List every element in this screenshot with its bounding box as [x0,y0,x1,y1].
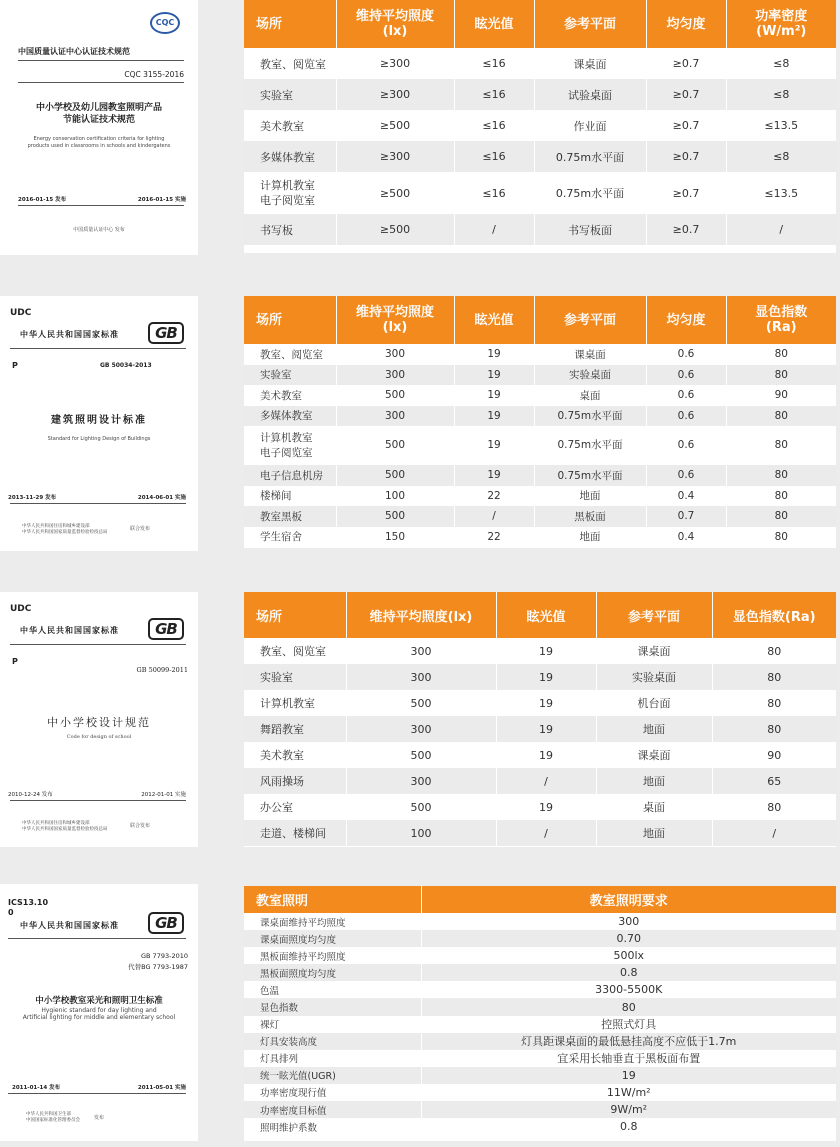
table-header-cell: 功率密度 (W/m²) [726,0,836,48]
cover-title-en: Code for design of school [66,734,132,740]
cover-issue-date: 2016-01-15 发布 [18,197,67,203]
table-cell: 宜采用长轴垂直于黑板面布置 [421,1050,836,1067]
table-header-cell: 眩光值 [454,0,534,48]
gb50034-lighting-table [244,296,836,547]
table-cell: 300 [346,716,496,742]
cover-p: P [12,657,18,666]
table-cell: 舞蹈教室 [244,716,346,742]
cover-p: P [12,361,18,370]
cover-publisher-line2: 中华人民共和国国家质量监督检验检疫总局 [22,827,108,832]
table-cell: 500 [336,465,454,486]
table-cell: 灯具排列 [244,1050,421,1067]
table-cell: 课桌面 [534,48,646,79]
table-cell: 19 [496,638,596,664]
table-cell: 19 [496,742,596,768]
table-cell: 美术教室 [244,110,336,141]
table-cell: 计算机教室 电子阅览室 [244,172,336,214]
table-row [244,930,836,947]
table-cell: 0.75m水平面 [534,465,646,486]
table-cell: 控照式灯具 [421,1016,836,1033]
table-cell: 0.6 [646,365,726,386]
table-cell: 0.6 [646,426,726,465]
table-cell: 500lx [421,947,836,964]
cover-joint: 联合发布 [130,526,151,532]
table-cell: 课桌面 [534,344,646,365]
table-row [244,344,836,365]
cover-udc: UDC [10,604,32,614]
table-row [244,1084,836,1101]
table4-block [244,886,836,1141]
table-cell: 0.75m水平面 [534,426,646,465]
cover-title-line2: 节能认证技术规范 [62,115,135,125]
cover-gb-50034 [0,296,198,551]
table-cell: / [496,768,596,794]
table-cell: ≥0.7 [646,172,726,214]
table-row [244,385,836,406]
table-cell: 22 [454,527,534,548]
table-row [244,794,836,820]
table-cell: 100 [346,820,496,846]
table-cell: 0.4 [646,527,726,548]
table-cell: 桌面 [534,385,646,406]
table-cell: 19 [454,465,534,486]
table-cell: 实验室 [244,79,336,110]
table-cell: / [454,506,534,527]
table-row [244,110,836,141]
table-cell: 裸灯 [244,1016,421,1033]
table-cell: ≥300 [336,79,454,110]
table-cell: 3300-5500K [421,981,836,998]
table-cell: 11W/m² [421,1084,836,1101]
table-cell: 教室、阅览室 [244,344,336,365]
table-row [244,1050,836,1067]
table-cell: ≤8 [726,48,836,79]
table-cell: 0.7 [646,506,726,527]
table-cell: 80 [712,794,836,820]
table-cell: 灯具安装高度 [244,1033,421,1050]
cover-publisher: 中国质量认证中心 发布 [73,227,125,233]
table-cell: 美术教室 [244,742,346,768]
table-cell: 美术教室 [244,385,336,406]
table1-block [244,0,836,253]
cover-impl-date: 2016-01-15 实施 [137,197,186,203]
table-cell: 9W/m² [421,1101,836,1118]
table-header-cell: 参考平面 [534,296,646,344]
table-cell: 0.75m水平面 [534,172,646,214]
table-row [244,1118,836,1135]
table-header-cell: 场所 [244,0,336,48]
table-cell: 19 [454,406,534,427]
cover-code: CQC 3155-2016 [124,70,184,79]
table-cell: ≥300 [336,48,454,79]
table-cell: 65 [712,768,836,794]
table-cell: ≥0.7 [646,48,726,79]
table-cell: 19 [454,344,534,365]
table-cell: 19 [496,690,596,716]
table-cell: 80 [726,527,836,548]
cover-udc: UDC [10,308,32,318]
table-cell: 19 [496,664,596,690]
cover-national-label: 中华人民共和国国家标准 [20,921,119,930]
table-cell: 150 [336,527,454,548]
table-cell: 机台面 [596,690,712,716]
table-cell: 地面 [596,768,712,794]
table-cell: 0.8 [421,964,836,981]
table-cell: ≥500 [336,110,454,141]
table-row [244,998,836,1015]
table-row [244,465,836,486]
table-cell: 走道、楼梯间 [244,820,346,846]
table-cell: ≤8 [726,141,836,172]
table-cell: 照明维护系数 [244,1118,421,1135]
table-cell: ≤13.5 [726,172,836,214]
table-row [244,79,836,110]
table-cell: ≤16 [454,110,534,141]
table-cell: ≥0.7 [646,141,726,172]
cover-issue-date: 2010-12-24 发布 [8,792,53,798]
table-cell: 教室黑板 [244,506,336,527]
table-cell: 22 [454,486,534,507]
table-cell: 80 [712,716,836,742]
table-cell: ≥0.7 [646,79,726,110]
gb7793-lighting-table [244,886,836,1135]
table-cell: 0.6 [646,344,726,365]
table-cell: 地面 [534,486,646,507]
table-cell: ≥0.7 [646,110,726,141]
table-cell: 80 [726,344,836,365]
cover-divider [10,644,186,645]
gb50099-lighting-table [244,592,836,846]
table-cell: ≤16 [454,79,534,110]
table-cell: 课桌面 [596,742,712,768]
table-row [244,664,836,690]
table-header-cell: 显色指数(Ra) [712,592,836,638]
table-cell: 实验室 [244,365,336,386]
table-cell: ≤16 [454,48,534,79]
table-header-cell: 维持平均照度(lx) [346,592,496,638]
table-cell: / [726,214,836,245]
table-cell: 80 [726,506,836,527]
cqc-logo: CQC [150,12,180,34]
table-row [244,426,836,465]
cover-title: 中小学校设计规范 [47,716,151,729]
table-row [244,141,836,172]
table-cell: 0.6 [646,406,726,427]
table-cell: 计算机教室 [244,690,346,716]
table-row [244,690,836,716]
cover-joint: 发布 [94,1115,105,1121]
table-cell: 教室、阅览室 [244,48,336,79]
cover-national-label: 中华人民共和国国家标准 [20,330,119,339]
table-row [244,365,836,386]
table-row [244,981,836,998]
table-cell: / [496,820,596,846]
cover-gb-7793 [0,884,198,1141]
table-cell: 0.4 [646,486,726,507]
table-cell: 教室、阅览室 [244,638,346,664]
table-header-row [244,0,836,48]
table-header-cell: 场所 [244,296,336,344]
table-cell: / [712,820,836,846]
table-cell: 80 [712,638,836,664]
gb-logo-icon: GB [148,618,184,640]
cover-gb-50099 [0,592,198,847]
cover-title: 建筑照明设计标准 [51,415,147,426]
cover-org: 中国质量认证中心认证技术规范 [18,47,130,56]
table-row [244,406,836,427]
cover-code: GB 7793-2010 [141,952,188,960]
table-cell: 19 [421,1067,836,1084]
table-cell: 90 [712,742,836,768]
table-cell: 300 [346,638,496,664]
cover-code: GB 50034-2013 [100,362,152,369]
table-header-cell: 均匀度 [646,296,726,344]
table-row [244,48,836,79]
cover-title-en: Standard for Lighting Design of Buildings [47,436,151,442]
table-row [244,913,836,930]
table-cell: 办公室 [244,794,346,820]
table-row [244,1016,836,1033]
table-row [244,964,836,981]
table-header-cell: 参考平面 [534,0,646,48]
table-cell: 80 [726,365,836,386]
table-cell: 19 [496,716,596,742]
table-header-cell: 维持平均照度 (lx) [336,296,454,344]
table-cell: 黑板面维持平均照度 [244,947,421,964]
gb-logo-icon: GB [148,912,184,934]
cover-cqc-3155 [0,0,198,255]
table-cell: 0.75m水平面 [534,141,646,172]
table-header-cell: 均匀度 [646,0,726,48]
table-header-cell: 维持平均照度 (lx) [336,0,454,48]
table-cell: 80 [726,406,836,427]
table-row [244,214,836,245]
table-cell: 书写板 [244,214,336,245]
cover-national-label: 中华人民共和国国家标准 [20,626,119,635]
table-cell: 500 [346,794,496,820]
table-cell: 0.75m水平面 [534,406,646,427]
table-cell: ≤16 [454,141,534,172]
table-cell: 500 [336,506,454,527]
table-cell: 300 [336,406,454,427]
cover-publisher-line1: 中华人民共和国住房和城乡建设部 [22,821,90,826]
table-row [244,768,836,794]
table-cell: 风雨操场 [244,768,346,794]
cover-issue-date: 2011-01-14 发布 [12,1085,61,1091]
table-header-row [244,886,836,913]
table-cell: 80 [726,426,836,465]
table-cell: 电子信息机房 [244,465,336,486]
table-header-cell: 教室照明要求 [421,886,836,913]
cover-title-line1: 中小学校及幼儿园教室照明产品 [35,103,162,113]
table-cell: 300 [336,344,454,365]
table-cell: 80 [726,465,836,486]
table-cell: 色温 [244,981,421,998]
table-cell: ≤16 [454,172,534,214]
cover-divider [18,82,184,83]
table-cell: 作业面 [534,110,646,141]
cover-impl-date: 2014-06-01 实施 [137,495,186,501]
table2-block [244,296,836,548]
cover-publisher-line1: 中华人民共和国卫生部 [26,1112,71,1117]
cover-title: 中小学校教室采光和照明卫生标准 [35,996,163,1006]
table-cell: 500 [346,690,496,716]
cover-divider [18,205,184,206]
table-cell: 80 [726,486,836,507]
table-cell: 500 [346,742,496,768]
table-cell: 课桌面维持平均照度 [244,913,421,930]
table-cell: 桌面 [596,794,712,820]
table-cell: 地面 [596,716,712,742]
cover-title-en-1: Hygienic standard for day lighting and [41,1007,157,1014]
gb-logo-icon: GB [148,322,184,344]
table-cell: 学生宿舍 [244,527,336,548]
table-cell: 课桌面照度均匀度 [244,930,421,947]
table-header-cell: 参考平面 [596,592,712,638]
cover-impl-date: 2012-01-01 实施 [141,792,186,798]
table-cell: 多媒体教室 [244,406,336,427]
table-cell: 实验室 [244,664,346,690]
table-header-cell: 场所 [244,592,346,638]
table-cell: 灯具距课桌面的最低悬挂高度不应低于1.7m [421,1033,836,1050]
table-cell: 实验桌面 [534,365,646,386]
table-cell: 300 [346,768,496,794]
table-cell: 统一眩光值(UGR) [244,1067,421,1084]
table-cell: 300 [346,664,496,690]
table-cell: 19 [454,426,534,465]
cover-issue-date: 2013-11-29 发布 [8,495,57,501]
table-row [244,716,836,742]
cover-divider [10,503,186,504]
table-cell: 19 [454,365,534,386]
table-cell: 19 [496,794,596,820]
table-cell: 100 [336,486,454,507]
table-cell: 0.8 [421,1118,836,1135]
cover-publisher-line1: 中华人民共和国住房和城乡建设部 [22,524,90,529]
table-cell: / [454,214,534,245]
table-cell: 黑板面照度均匀度 [244,964,421,981]
table-cell: ≥0.7 [646,214,726,245]
cover-title-en-2: Artificial lighting for middle and elementary school [22,1014,176,1021]
table-row [244,1067,836,1084]
cover-divider [18,60,184,61]
table-row [244,820,836,846]
cover-code: GB 50099-2011 [136,666,188,674]
table-row [244,638,836,664]
table-cell: 90 [726,385,836,406]
table-cell: 地面 [596,820,712,846]
table-cell: 0.70 [421,930,836,947]
table-header-cell: 教室照明 [244,886,421,913]
cover-title-en: Energy conservation certification criteria for lighting products used in classrooms in schools and kindergatens [27,136,171,149]
table-cell: 300 [336,365,454,386]
table-cell: 楼梯间 [244,486,336,507]
table-cell: 黑板面 [534,506,646,527]
cover-impl-date: 2011-05-01 实施 [137,1085,186,1091]
table-cell: 多媒体教室 [244,141,336,172]
cover-publisher-line2: 中国国家标准化管理委员会 [26,1118,80,1123]
cover-publisher-line2: 中华人民共和国国家质量监督检验检疫总局 [22,530,108,535]
table-cell: ≥500 [336,172,454,214]
cover-replaces: 代替BG 7793-1987 [128,963,188,971]
cover-ics2: 0 [8,908,14,917]
table-row [244,1101,836,1118]
table-cell: 地面 [534,527,646,548]
table3-block [244,592,836,847]
cover-divider [10,348,186,349]
table-cell: 实验桌面 [596,664,712,690]
cqc-lighting-table [244,0,836,245]
table-cell: 19 [454,385,534,406]
table-cell: 80 [712,664,836,690]
table-row [244,172,836,214]
table-cell: 80 [421,998,836,1015]
table-header-row [244,592,836,638]
table-cell: 500 [336,426,454,465]
table-cell: ≥500 [336,214,454,245]
table-cell: 功率密度现行值 [244,1084,421,1101]
table-row [244,1033,836,1050]
cover-joint: 联合发布 [130,823,151,829]
table-row [244,742,836,768]
table-row [244,486,836,507]
table-cell: 功率密度目标值 [244,1101,421,1118]
table-cell: 300 [421,913,836,930]
table-cell: 计算机教室 电子阅览室 [244,426,336,465]
table-cell: ≤13.5 [726,110,836,141]
table-header-cell: 眩光值 [496,592,596,638]
table-cell: 试验桌面 [534,79,646,110]
table-cell: 书写板面 [534,214,646,245]
table-cell: ≥300 [336,141,454,172]
table-cell: 显色指数 [244,998,421,1015]
table-header-cell: 显色指数 (Ra) [726,296,836,344]
table-cell: 500 [336,385,454,406]
table-cell: 课桌面 [596,638,712,664]
table-header-cell: 眩光值 [454,296,534,344]
table-header-row [244,296,836,344]
table-row [244,506,836,527]
cover-divider [8,938,186,939]
cover-divider [8,1093,186,1094]
cover-ics: ICS13.10 [8,898,49,907]
table-row [244,527,836,548]
table-cell: 0.6 [646,385,726,406]
table-cell: 80 [712,690,836,716]
cover-divider [10,800,186,801]
table-row [244,947,836,964]
table-cell: ≤8 [726,79,836,110]
table-cell: 0.6 [646,465,726,486]
